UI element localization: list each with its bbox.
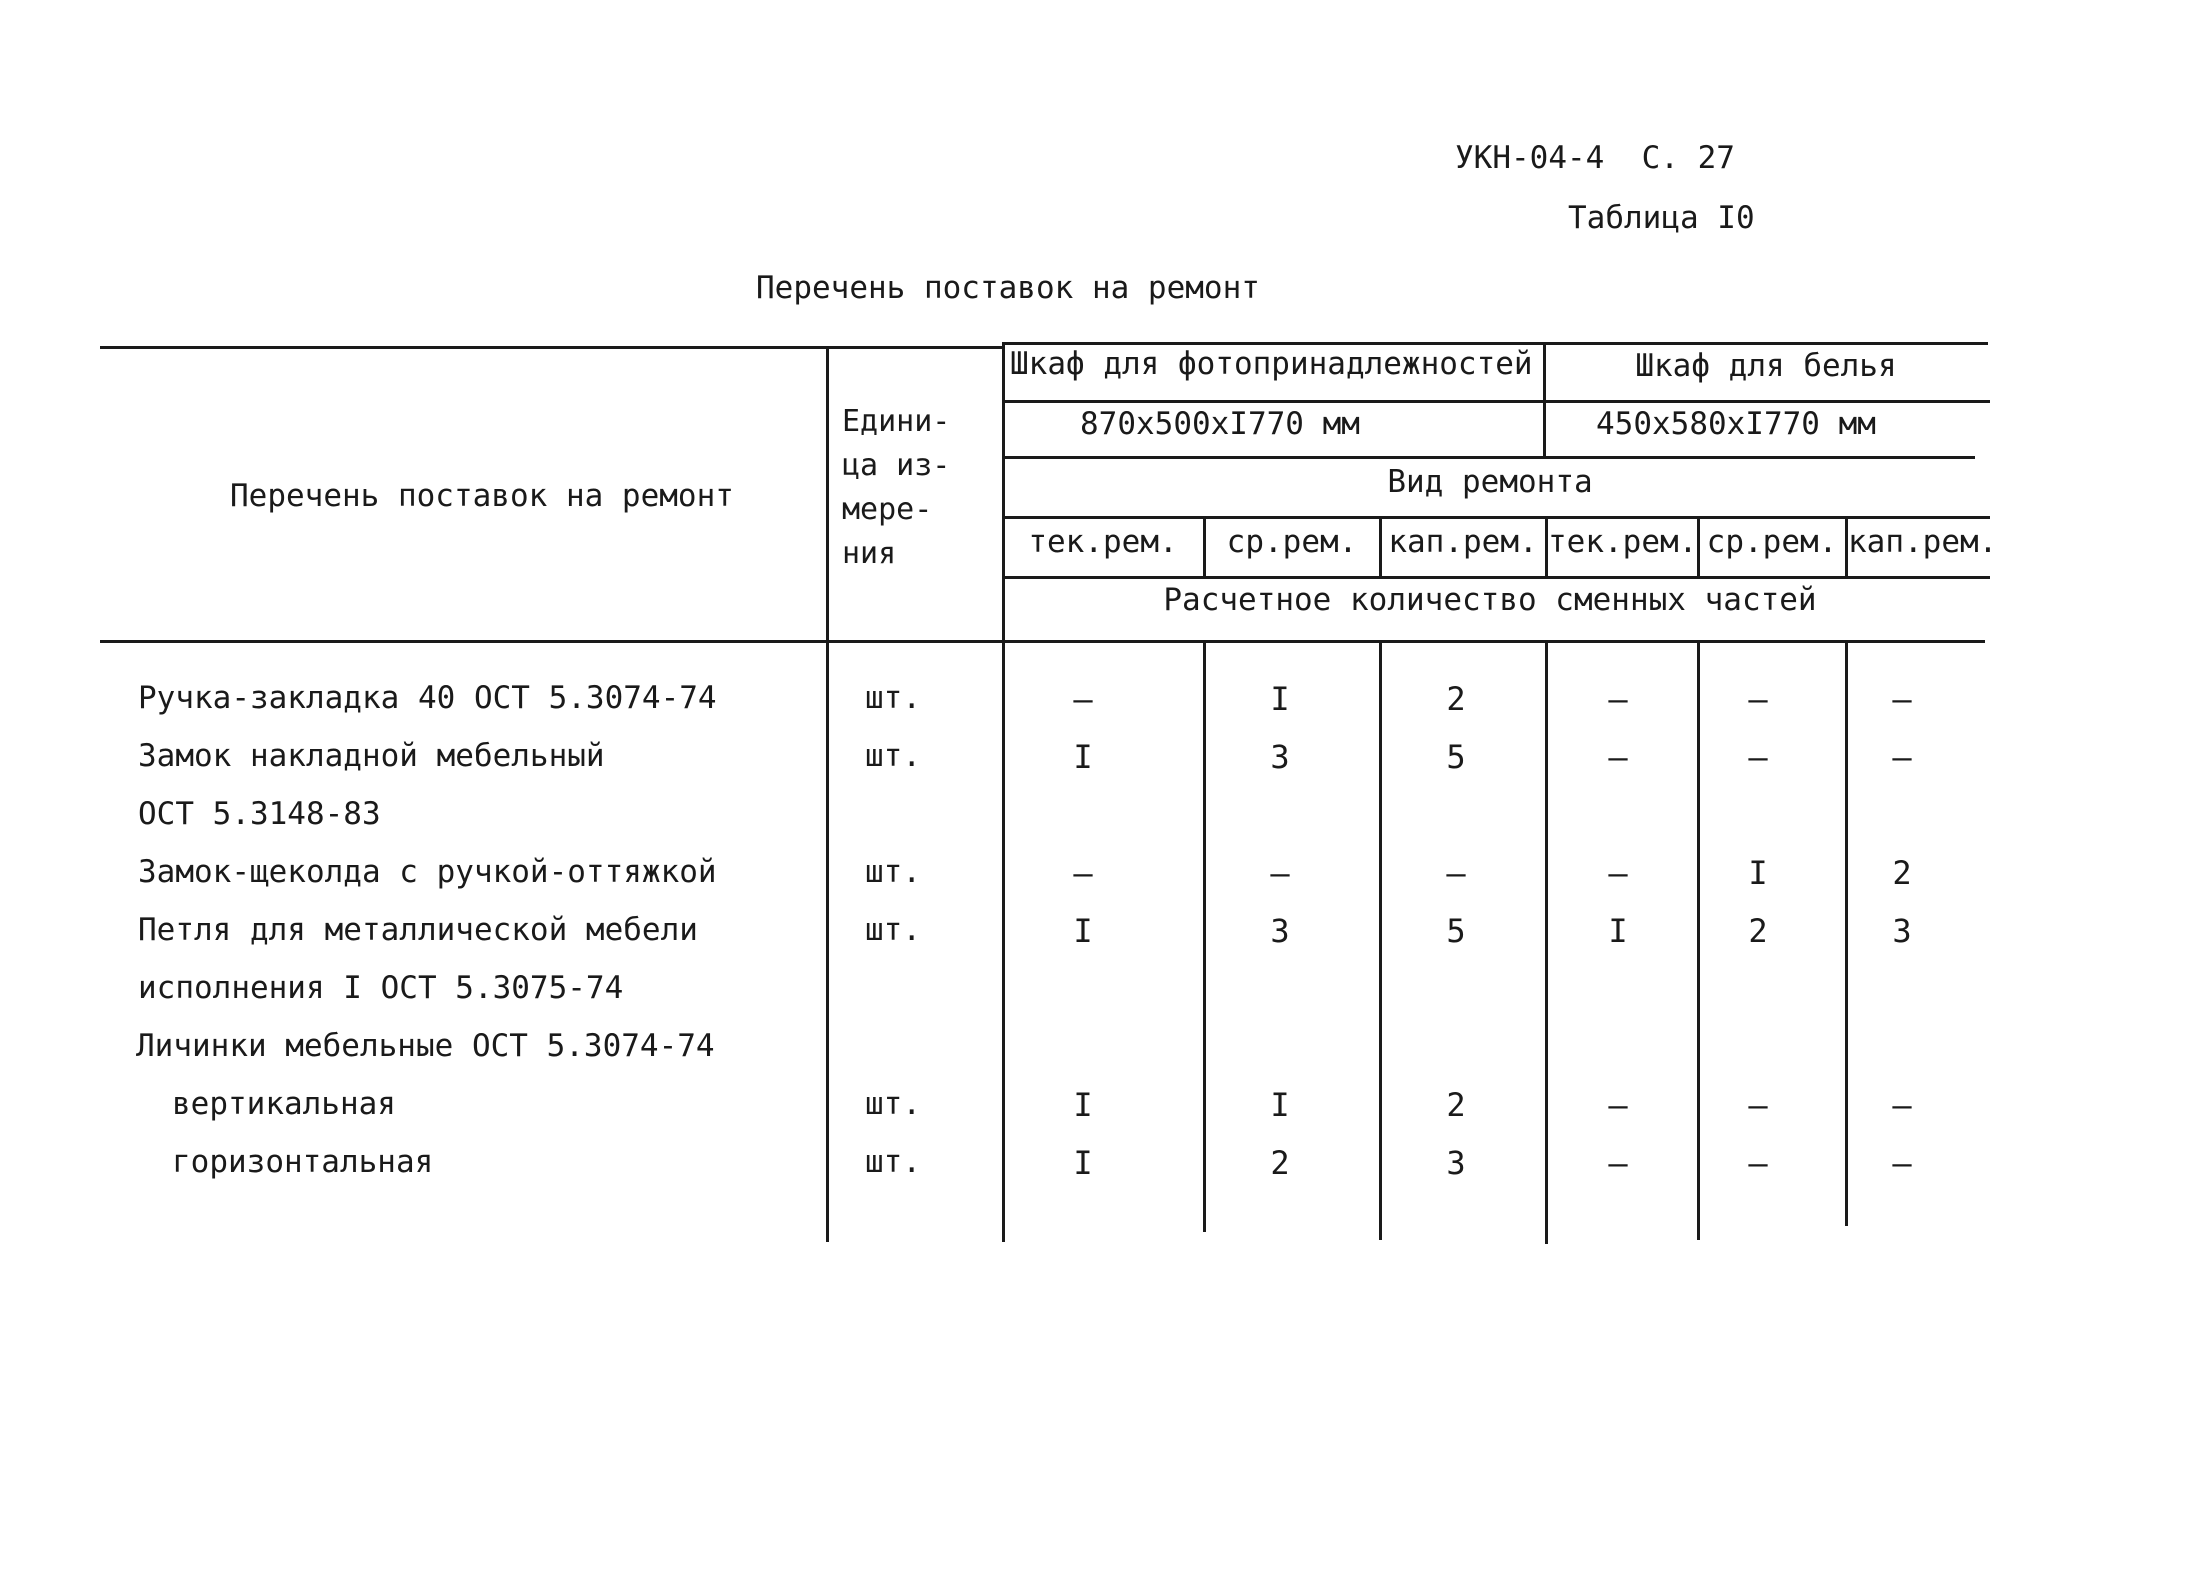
repair-type-rule — [1005, 516, 1990, 519]
page-code: УКН-04-4 С. 27 — [1455, 140, 1735, 176]
row-unit: шт. — [865, 1086, 921, 1122]
row-unit: шт. — [865, 1144, 921, 1180]
group2-name: Шкаф для белья — [1635, 348, 1897, 384]
table-top-rule-right — [1005, 342, 1988, 345]
unit-column-header — [842, 400, 972, 576]
body-col-divider-1 — [1203, 640, 1206, 1232]
row-item-name: исполнения I ОСТ 5.3075-74 — [138, 970, 624, 1006]
repair-type-5: ср.рем. — [1706, 524, 1838, 560]
row-value-col-3: 2 — [1446, 680, 1466, 718]
row-item-name: Замок накладной мебельный — [138, 738, 605, 774]
row-value-col-2: I — [1270, 680, 1290, 718]
row-value-col-6: – — [1892, 1144, 1912, 1182]
group1-size: 870х500хI770 мм — [1080, 406, 1360, 442]
row-value-col-4: I — [1608, 912, 1628, 950]
row-item-name: Ручка-закладка 40 ОСТ 5.3074-74 — [138, 680, 717, 716]
row-value-col-5: – — [1748, 680, 1768, 718]
repair-type-4: тек.рем. — [1548, 524, 1698, 560]
unit-header-line-4: ния — [842, 536, 897, 571]
body-col-divider-2 — [1379, 640, 1382, 1240]
unit-header-line-1: Едини- — [842, 404, 951, 439]
row-unit: шт. — [865, 854, 921, 890]
repair-type-3: кап.рем. — [1388, 524, 1538, 560]
row-value-col-1: – — [1073, 854, 1093, 892]
row-value-col-5: I — [1748, 854, 1768, 892]
quantity-header: Расчетное количество сменных частей — [1163, 582, 1817, 618]
group2-size: 450х580хI770 мм — [1596, 406, 1876, 442]
row-unit: шт. — [865, 680, 921, 716]
item-column-header: Перечень поставок на ремонт — [230, 478, 734, 514]
row-value-col-2: 3 — [1270, 912, 1290, 950]
row-value-col-1: – — [1073, 680, 1093, 718]
row-value-col-4: – — [1608, 738, 1628, 776]
row-item-name: Замок-щеколда с ручкой-оттяжкой — [138, 854, 717, 890]
row-value-col-3: 5 — [1446, 738, 1466, 776]
row-value-col-4: – — [1608, 1086, 1628, 1124]
row-item-name: вертикальная — [172, 1086, 396, 1122]
row-value-col-2: I — [1270, 1086, 1290, 1124]
row-value-col-4: – — [1608, 1144, 1628, 1182]
repair-type-1: тек.рем. — [1028, 524, 1178, 560]
repair-type-header: Вид ремонта — [1387, 464, 1593, 500]
group-name-rule — [1005, 400, 1990, 403]
row-item-name: горизонтальная — [172, 1144, 434, 1180]
row-item-name: Петля для металлической мебели — [138, 912, 698, 948]
group1-name: Шкаф для фотопринадлежностей — [1010, 346, 1533, 382]
row-value-col-5: – — [1748, 1086, 1768, 1124]
repair-kind-rule — [1005, 576, 1990, 579]
row-value-col-1: I — [1073, 1144, 1093, 1182]
row-value-col-1: I — [1073, 912, 1093, 950]
row-value-col-4: – — [1608, 854, 1628, 892]
row-value-col-3: – — [1446, 854, 1466, 892]
row-value-col-1: I — [1073, 1086, 1093, 1124]
table-top-rule-left — [100, 346, 1005, 349]
repair-type-6: кап.рем. — [1848, 524, 1998, 560]
body-col-divider-3 — [1545, 640, 1548, 1244]
table-label: Таблица I0 — [1568, 200, 1755, 236]
row-value-col-3: 3 — [1446, 1144, 1466, 1182]
row-value-col-4: – — [1608, 680, 1628, 718]
row-value-col-6: – — [1892, 680, 1912, 718]
row-value-col-3: 5 — [1446, 912, 1466, 950]
row-value-col-5: – — [1748, 738, 1768, 776]
repair-type-2: ср.рем. — [1226, 524, 1358, 560]
row-value-col-3: 2 — [1446, 1086, 1466, 1124]
row-value-col-2: 2 — [1270, 1144, 1290, 1182]
row-value-col-2: 3 — [1270, 738, 1290, 776]
unit-header-line-3: мере- — [842, 492, 933, 527]
row-value-col-5: – — [1748, 1144, 1768, 1182]
row-unit: шт. — [865, 738, 921, 774]
row-item-name: Личинки мебельные ОСТ 5.3074-74 — [136, 1028, 715, 1064]
row-value-col-6: – — [1892, 738, 1912, 776]
row-item-name: ОСТ 5.3148-83 — [138, 796, 381, 832]
col-divider-item-unit — [826, 346, 829, 1242]
header-bottom-rule — [100, 640, 1985, 643]
row-value-col-1: I — [1073, 738, 1093, 776]
unit-header-line-2: ца из- — [842, 448, 951, 483]
row-value-col-6: 3 — [1892, 912, 1912, 950]
row-value-col-6: – — [1892, 1086, 1912, 1124]
row-value-col-5: 2 — [1748, 912, 1768, 950]
size-rule — [1005, 456, 1975, 459]
document-title: Перечень поставок на ремонт — [756, 270, 1260, 306]
row-unit: шт. — [865, 912, 921, 948]
row-value-col-2: – — [1270, 854, 1290, 892]
row-value-col-6: 2 — [1892, 854, 1912, 892]
